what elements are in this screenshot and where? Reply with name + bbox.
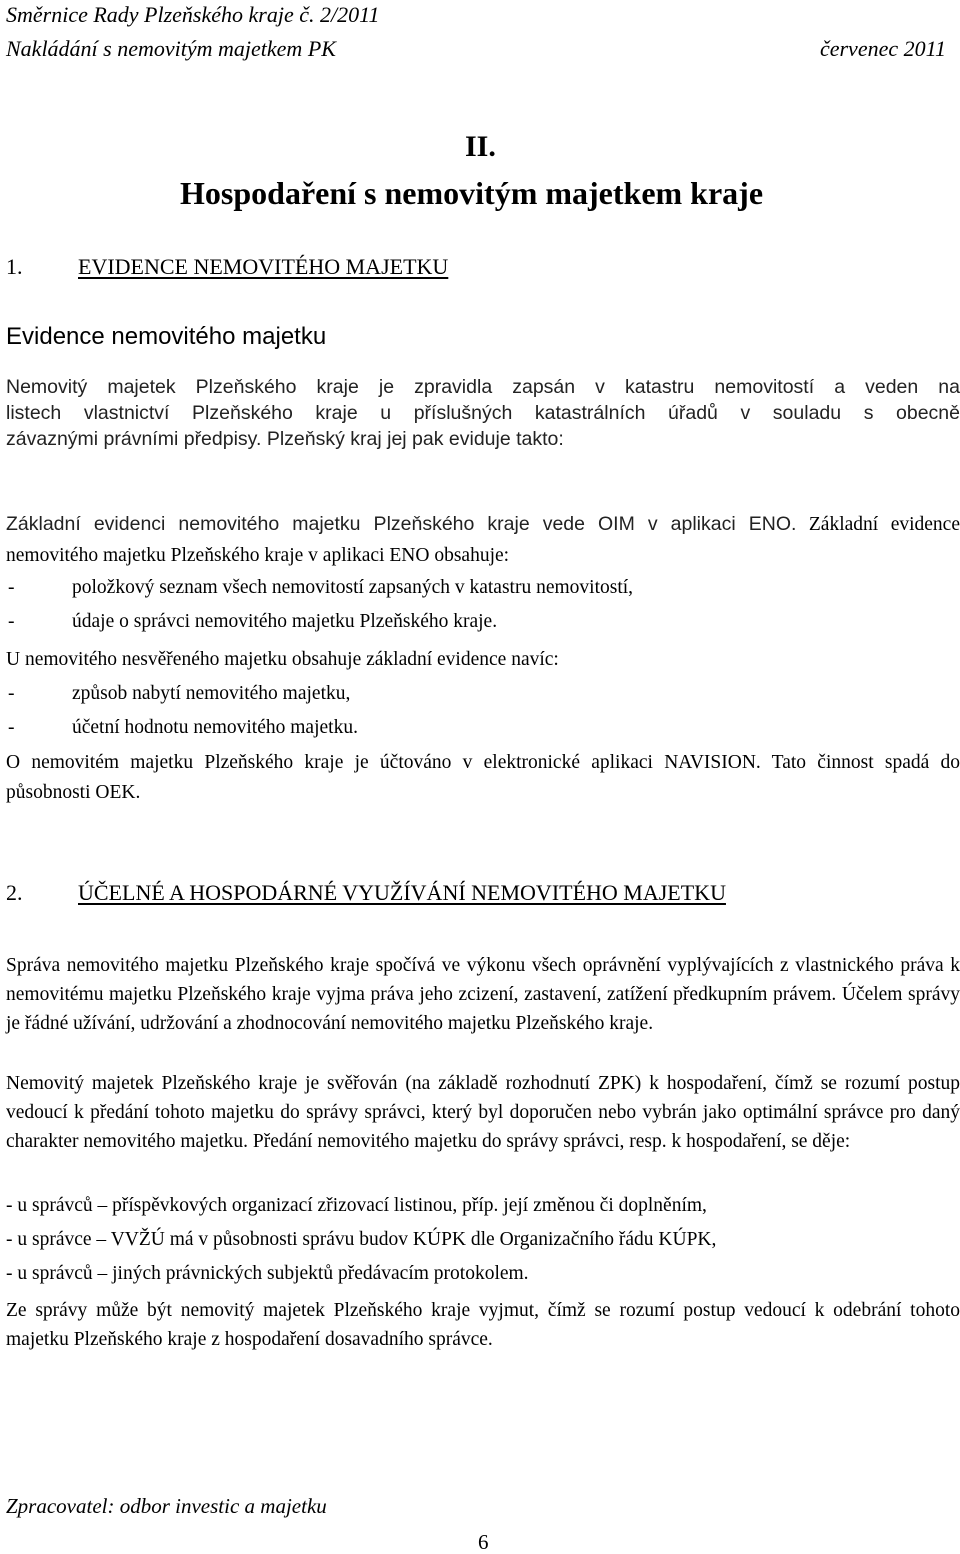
section-1-heading — [6, 254, 448, 280]
entrustment-paragraph: Nemovitý majetek Plzeňského kraje je svěřován (na základě rozhodnutí ZPK) k hospodaření, čímž se rozumí postup vedoucí k předání tohoto majetku do správy správci, který byl doporučen nebo vybrán jako optimální správce pro daný charakter nemovitého majetku. Předání nemovitého majetku do správy správci, resp. k hospodaření, se děje: — [6, 1073, 960, 1152]
chapter-title: Hospodaření s nemovitým majetkem kraje — [180, 175, 764, 211]
section-1-intro — [6, 374, 960, 452]
unentrusted-paragraph: U nemovitého nesvěřeného majetku obsahuje základní evidence navíc: — [6, 649, 559, 670]
eno-sentence: Základní evidenci nemovitého majetku Plzeňského kraje vede OIM v aplikaci ENO. — [6, 513, 797, 535]
section-1-number: 1. — [6, 254, 23, 279]
list-item: - u správců – příspěvkových organizací zřizovací listinou, příp. její změnou či doplněním, — [6, 1195, 707, 1216]
eno-list — [6, 571, 960, 639]
section-1-subheading: Evidence nemovitého majetku — [6, 323, 327, 350]
header-subtitle: Nakládání s nemovitým majetkem PK — [6, 36, 336, 61]
footer-prepared-by: Zpracovatel: odbor investic a majetku — [6, 1494, 327, 1518]
header-title: Směrnice Rady Plzeňského kraje č. 2/2011 — [6, 2, 380, 27]
administration-paragraph: Správa nemovitého majetku Plzeňského kraje spočívá ve výkonu všech oprávnění vyplývajících z vlastnického práva k nemovitému majetku Plzeňského kraje vyjma práva jeho zcizení, zastavení, zatížení předkupním právem. Účelem správy je řádné užívání, udržování a zhodnocování nemovitého majetku Plzeňského kraje. — [6, 955, 960, 1034]
eno-paragraph — [6, 509, 960, 571]
handover-list — [6, 1189, 960, 1291]
section-2-number: 2. — [6, 880, 23, 905]
intro-line-3-tail: Plzeňský kraj jej pak eviduje takto: — [261, 428, 564, 450]
navision-paragraph: O nemovitém majetku Plzeňského kraje je účtováno v elektronické aplikaci NAVISION. Tato činnost spadá do působnosti OEK. — [6, 752, 960, 803]
section-1-title: EVIDENCE NEMOVITÉHO MAJETKU — [78, 254, 449, 279]
list-item: - údaje o správci nemovitého majetku Plzeňského kraje. — [8, 611, 498, 632]
eno-contents-sentence: Základní evidence nemovitého majetku Plzeňského kraje v aplikaci ENO obsahuje: — [6, 514, 960, 566]
unentrusted-section — [6, 643, 960, 745]
list-item: - účetní hodnotu nemovitého majetku. — [8, 717, 358, 738]
intro-line-2: listech vlastnictví Plzeňského kraje u příslušných katastrálních úřadů v souladu s obecně — [6, 402, 960, 424]
list-item: - položkový seznam všech nemovitostí zapsaných v katastru nemovitostí, — [8, 577, 634, 598]
list-item: - u správců – jiných právnických subjektů předávacím protokolem. — [6, 1263, 529, 1284]
list-item: - způsob nabytí nemovitého majetku, — [8, 683, 351, 704]
section-2-heading — [6, 880, 726, 906]
section-2-title: ÚČELNÉ A HOSPODÁRNÉ VYUŽÍVÁNÍ NEMOVITÉHO MAJETKU — [78, 880, 726, 905]
header-date: červenec 2011 — [819, 36, 946, 61]
section-1-body — [6, 509, 960, 571]
removal-paragraph: Ze správy může být nemovitý majetek Plzeňského kraje vyjmut, čímž se rozumí postup vedoucí k odebrání tohoto majetku Plzeňského kraje z hospodaření dosavadního správce. — [6, 1300, 960, 1350]
intro-line-3-head: závaznými právními předpisy. — [6, 428, 262, 450]
intro-line-3 — [6, 426, 960, 452]
intro-line-1: Nemovitý majetek Plzeňského kraje je zpravidla zapsán v katastru nemovitostí a veden na — [6, 376, 960, 398]
list-item: - u správce – VVŽÚ má v působnosti správu budov KÚPK dle Organizačního řádu KÚPK, — [6, 1229, 717, 1250]
chapter-number: II. — [465, 130, 496, 163]
page-number: 6 — [478, 1530, 489, 1554]
